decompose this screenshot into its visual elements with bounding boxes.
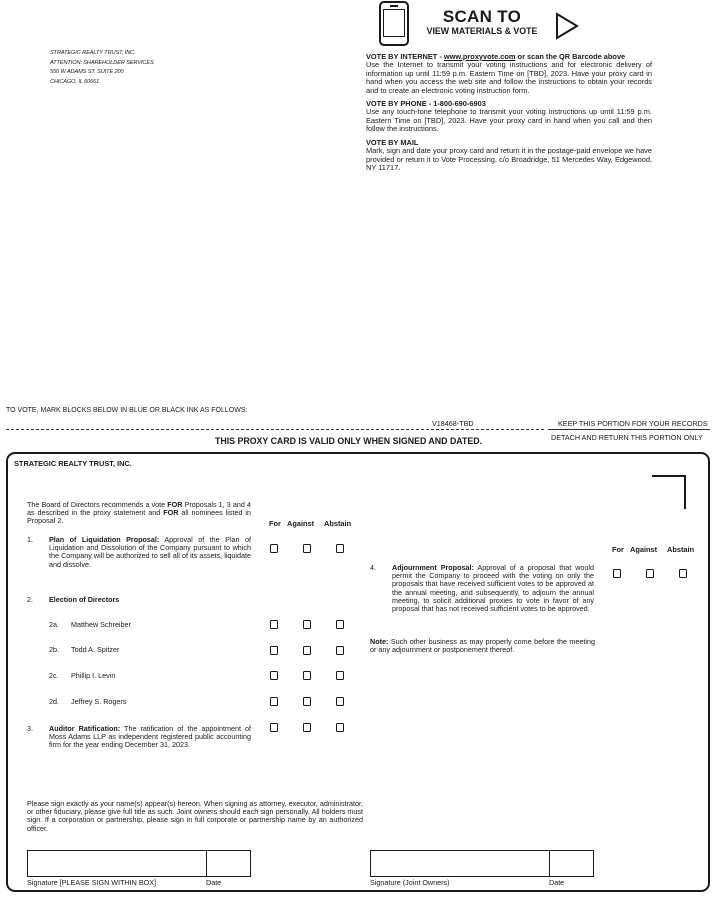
intro-text: all nominees listed in Proposal 2. — [27, 508, 251, 526]
joint-signature-box[interactable] — [370, 850, 550, 877]
nominee-2b-for-checkbox[interactable] — [270, 646, 278, 655]
ink-instruction: TO VOTE, MARK BLOCKS BELOW IN BLUE OR BLACK INK AS FOLLOWS: — [6, 407, 248, 414]
card-company-name: STRATEGIC REALTY TRUST, INC. — [14, 459, 132, 468]
nominee-2d-for-checkbox[interactable] — [270, 697, 278, 706]
proposal-4 — [392, 564, 594, 613]
corner-mark — [652, 475, 686, 509]
internet-heading: VOTE BY INTERNET - — [366, 52, 444, 61]
proposal-4-abstain-checkbox[interactable] — [679, 569, 687, 578]
nominee-2d-abstain-checkbox[interactable] — [336, 697, 344, 706]
nominee-2a-abstain-checkbox[interactable] — [336, 620, 344, 629]
nominee-2a-against-checkbox[interactable] — [303, 620, 311, 629]
column-abstain: Abstain — [667, 545, 695, 554]
signature-box[interactable] — [27, 850, 207, 877]
proposal-1-against-checkbox[interactable] — [303, 544, 311, 553]
column-for: For — [612, 545, 624, 554]
internet-body: Use the Internet to transmit your voting instructions and for electronic delivery of information up until 11:59 p.m. Eastern Time on [TBD], 2023. Have your proxy card in hand when you access the web site and follow the instructions to obtain your records and to create an electronic voting instruction form. — [366, 60, 652, 95]
date-label: Date — [206, 878, 222, 887]
proposal-2-title: Election of Directors — [49, 595, 120, 604]
proposal-3-abstain-checkbox[interactable] — [336, 723, 344, 732]
smartphone-icon — [379, 1, 409, 46]
return-address-line: 550 W ADAMS ST. SUITE 200 — [50, 69, 124, 75]
note — [370, 638, 595, 654]
column-against: Against — [630, 545, 658, 554]
proposal-3-number: 3. — [27, 724, 33, 733]
note-label: Note: — [370, 637, 389, 646]
signing-instructions: Please sign exactly as your name(s) appear(s) hereon. When signing as attorney, executor, administrator, or other fiduciary, please give full title as such. Joint owners should each sign personally. All holders must sign. If a corporation or partnership, please sign in full corporate or partnership name by an authorized officer. — [27, 799, 363, 833]
joint-date-label: Date — [549, 878, 565, 887]
proposal-2-number: 2. — [27, 595, 33, 604]
scan-title: SCAN TO — [442, 7, 522, 26]
column-against: Against — [287, 519, 315, 528]
proposal-4-text: Approval of a proposal that would permit the Company to proceed with the voting on only the proposals that have received sufficient votes to be approved at the annual meeting, and subsequently, to adjourn the annual meeting, to solicit additional proxies to vote in favor of any proposal that has not received sufficient votes to be approved. — [392, 563, 594, 614]
keep-portion-text: KEEP THIS PORTION FOR YOUR RECORDS — [558, 419, 708, 428]
intro-text: Proposals 1, 3 and 4 as described in the proxy statement and — [27, 500, 251, 518]
intro-for: FOR — [163, 508, 179, 518]
mail-heading: VOTE BY MAIL — [366, 138, 419, 147]
detach-portion-text: DETACH AND RETURN THIS PORTION ONLY — [551, 433, 703, 442]
proposal-3-against-checkbox[interactable] — [303, 723, 311, 732]
proposal-3-for-checkbox[interactable] — [270, 723, 278, 732]
intro-for: FOR — [167, 500, 183, 509]
nominee-number: 2c. — [49, 671, 59, 680]
proposal-1-title: Plan of Liquidation Proposal: — [49, 535, 160, 544]
nominee-2c-against-checkbox[interactable] — [303, 671, 311, 680]
nominee-name: Jeffrey S. Rogers — [71, 697, 127, 706]
proposal-3-title: Auditor Ratification: — [49, 724, 121, 733]
nominee-name: Phillip I. Levin — [71, 671, 116, 680]
proposal-1-text: Approval of the Plan of Liquidation and Dissolution of the Company pursuant to which the Company will be authorized to sell all of its assets, liquidate and dissolve. — [49, 535, 252, 569]
signature-label: Signature [PLEASE SIGN WITHIN BOX] — [27, 878, 157, 887]
control-code: V18468-TBD — [432, 419, 474, 428]
detach-dashed-line — [6, 429, 544, 430]
phone-heading: VOTE BY PHONE - 1-800-690-6903 — [366, 99, 486, 108]
proxyvote-link[interactable]: www.proxyvote.com — [443, 52, 516, 61]
column-abstain: Abstain — [324, 519, 352, 528]
nominee-number: 2b. — [49, 645, 59, 654]
vote-by-mail — [366, 139, 652, 173]
internet-heading-suffix: or scan the QR Barcode above — [515, 52, 626, 61]
nominee-2d-against-checkbox[interactable] — [303, 697, 311, 706]
return-address-line: CHICAGO, IL 60661 — [50, 78, 100, 85]
scan-subtitle: VIEW MATERIALS & VOTE — [426, 26, 538, 36]
valid-when-signed-text: THIS PROXY CARD IS VALID ONLY WHEN SIGNED AND DATED. — [215, 436, 483, 446]
phone-body: Use any touch-tone telephone to transmit your voting instructions up until 11:59 p.m. Eastern Time on [TBD], 2023. Have your proxy card in hand when you call and then follow the instructions. — [366, 107, 652, 134]
nominee-name: Matthew Schreiber — [71, 620, 131, 629]
proposal-4-for-checkbox[interactable] — [613, 569, 621, 578]
nominee-2b-abstain-checkbox[interactable] — [336, 646, 344, 655]
proposal-4-title: Adjournment Proposal: — [392, 563, 474, 572]
mail-body: Mark, sign and date your proxy card and return it in the postage-paid envelope we have provided or return it to Vote Processing, c/o Broadridge, 51 Mercedes Way, Edgewood, NY 11717. — [366, 146, 652, 173]
proposal-1-for-checkbox[interactable] — [270, 544, 278, 553]
return-address-line: STRATEGIC REALTY TRUST, INC. — [50, 50, 136, 56]
board-recommendation — [27, 501, 251, 526]
proposal-3 — [49, 725, 251, 750]
joint-signature-label: Signature (Joint Owners) — [370, 878, 450, 887]
note-text: Such other business as may properly come before the meeting or any adjournment or postponement thereof. — [370, 637, 595, 655]
proposal-1-abstain-checkbox[interactable] — [336, 544, 344, 553]
intro-text: The Board of Directors recommends a vote — [27, 500, 168, 509]
detach-solid-line — [548, 429, 710, 430]
proposal-1-number: 1. — [27, 535, 33, 544]
nominee-number: 2d. — [49, 697, 59, 706]
vote-by-phone — [366, 100, 652, 134]
return-address — [50, 49, 154, 87]
proposal-4-against-checkbox[interactable] — [646, 569, 654, 578]
return-address-line: ATTENTION: SHAREHOLDER SERVICES — [50, 59, 154, 66]
vote-by-internet — [366, 53, 652, 95]
proposal-1 — [49, 536, 251, 569]
nominee-number: 2a. — [49, 620, 59, 629]
nominee-2c-for-checkbox[interactable] — [270, 671, 278, 680]
play-arrow-icon — [555, 12, 579, 40]
nominee-name: Todd A. Spitzer — [71, 645, 120, 654]
column-for: For — [269, 519, 281, 528]
joint-date-box[interactable] — [549, 850, 594, 877]
proposal-4-number: 4. — [370, 563, 376, 572]
nominee-2a-for-checkbox[interactable] — [270, 620, 278, 629]
nominee-2c-abstain-checkbox[interactable] — [336, 671, 344, 680]
date-box[interactable] — [206, 850, 251, 877]
proposal-3-text: The ratification of the appointment of Moss Adams LLP as independent registered public accounting firm for the year ending December 31, 2023. — [49, 724, 251, 750]
nominee-2b-against-checkbox[interactable] — [303, 646, 311, 655]
